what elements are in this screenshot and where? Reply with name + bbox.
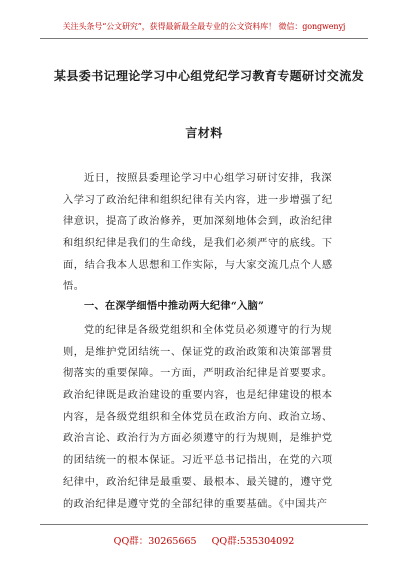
text-line: 内容，是各级党组织和全体党员在政治方向、政治立场、 [63, 411, 333, 423]
text-line: 纪律中，政治纪律是最重要、最根本、最关键的，遵守党 [63, 476, 333, 488]
footer-qq-group-1: QQ群：30265665 [113, 536, 197, 547]
text-line: 律意识，提高了政治修养，更加深刻地体会到，政治纪律 [63, 216, 333, 228]
document-title-continued: 言材料 [185, 126, 223, 140]
text-line: 近日，按照县委理论学习中心组学习研讨安排，我深 [84, 173, 333, 184]
section-heading: 一、在深学细悟中推动两大纪律“入脑” [84, 300, 265, 312]
text-line: 彻落实的重要保障。一方面，严明政治纪律是首要要求。 [63, 368, 333, 380]
body-paragraph [63, 320, 347, 515]
text-line: 和组织纪律是我们的生命线，是我们必须严守的底线。下 [63, 238, 333, 250]
document-title: 某县委书记理论学习中心组党纪学习教育专题研讨交流发 [54, 69, 365, 83]
text-line: 则，是维护党团结统一、保证党的政治政策和决策部署贯 [63, 346, 333, 358]
footer-qq-group-2: QQ群:535304092 [211, 536, 295, 547]
text-line: 的团结统一的根本保证。习近平总书记指出，在党的六项 [63, 455, 333, 467]
text-line: 入学习了政治纪律和组织纪律有关内容，进一步增强了纪 [63, 194, 333, 206]
text-line: 的政治纪律是遵守党的全部纪律的重要基础。《中国共产 [63, 498, 328, 510]
text-line: 面，结合我本人思想和工作实际，与大家交流几点个人感 [63, 259, 333, 271]
header-divider [40, 38, 368, 39]
text-line: 党的纪律是各级党组织和全体党员必须遵守的行为规 [84, 325, 333, 336]
header-note: 关注头条号“公文研究”，获得最新最全最专业的公文资料库！ 微信：gongwenyj [62, 22, 346, 31]
text-line: 政治纪律既是政治建设的重要内容，也是纪律建设的根本 [63, 390, 333, 402]
text-line: 政治言论、政治行为方面必须遵守的行为规则，是维护党 [63, 433, 333, 445]
footer [0, 533, 408, 547]
intro-paragraph [63, 168, 347, 298]
text-line: 悟。 [63, 281, 85, 293]
footer-divider [40, 524, 368, 525]
